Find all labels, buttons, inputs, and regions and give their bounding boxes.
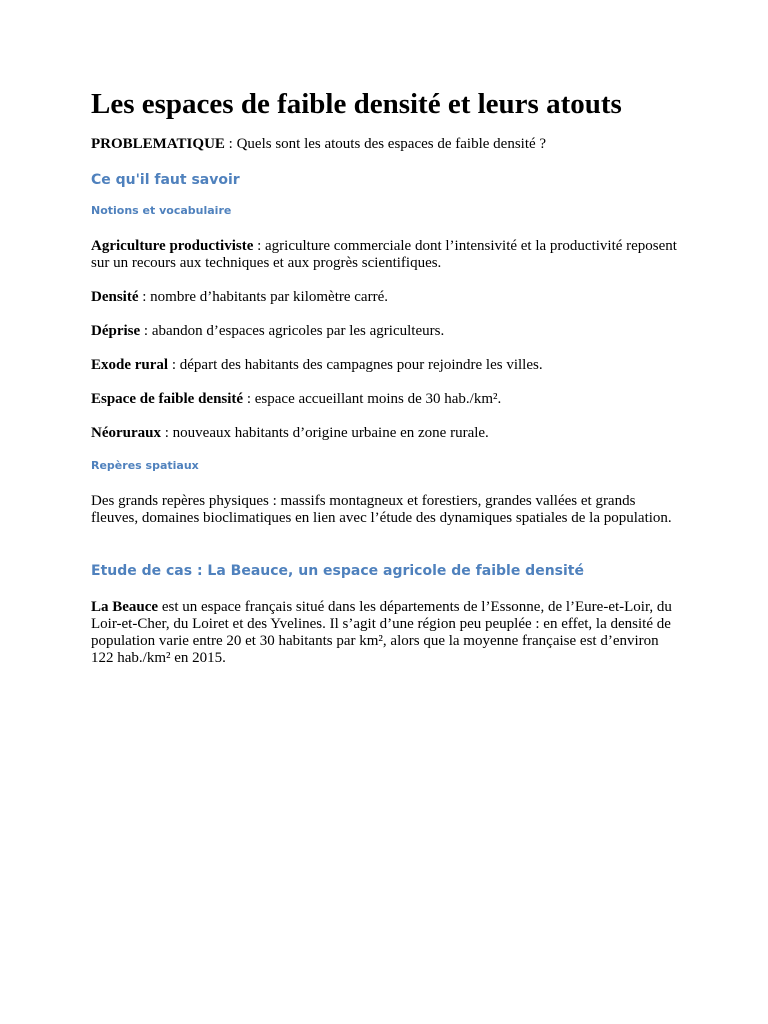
definition-term: Néoruraux: [91, 425, 161, 441]
definition-paragraph: [91, 323, 681, 340]
definition-term: Espace de faible densité: [91, 391, 244, 407]
reperes-paragraph: Des grands repères physiques : massifs montagneux et forestiers, grandes vallées et grands fleuves, domaines bioclimatiques en lien avec l’étude des dynamiques spatiales de la population.: [91, 493, 672, 526]
definition-paragraph: [91, 357, 681, 374]
etude-de-cas-paragraph: [91, 599, 681, 667]
etude-de-cas-text: est un espace français situé dans les départements de l’Essonne, de l’Eure-et-Loir, du Loir-et-Cher, du Loiret et des Yvelines. Il s’agit d’une région peu peuplée : en effet, la densité de population varie entre 20 et 30 habitants par km², alors que la moyenne française est d’environ 122 hab./km² en 2015.: [91, 599, 672, 666]
etude-de-cas-lead-term: La Beauce: [91, 599, 159, 615]
subheading-notions: Notions et vocabulaire: [91, 204, 232, 217]
problematique-paragraph: [91, 136, 681, 153]
definition-paragraph: [91, 391, 681, 408]
definition-term: Déprise: [91, 323, 141, 339]
subheading-reperes: Repères spatiaux: [91, 459, 199, 472]
definition-term: Agriculture productiviste: [91, 238, 254, 254]
definition-paragraph: [91, 425, 681, 442]
definition-term: Densité: [91, 289, 139, 305]
definition-term: Exode rural: [91, 357, 169, 373]
definition-text: : nombre d’habitants par kilomètre carré.: [138, 289, 388, 305]
page-title: Les espaces de faible densité et leurs atouts: [91, 88, 622, 120]
section-heading-etude-de-cas: Etude de cas : La Beauce, un espace agricole de faible densité: [91, 563, 584, 579]
definition-text: : agriculture commerciale dont l’intensivité et la productivité reposent sur un recours aux techniques et aux progrès scientifiques.: [91, 238, 677, 271]
problematique-text: : Quels sont les atouts des espaces de faible densité ?: [224, 136, 547, 152]
section-heading-savoir: Ce qu'il faut savoir: [91, 172, 240, 188]
definition-paragraph: [91, 289, 681, 306]
problematique-label: PROBLEMATIQUE: [91, 136, 225, 152]
definition-paragraph: [91, 238, 681, 272]
definition-text: : abandon d’espaces agricoles par les agriculteurs.: [140, 323, 445, 339]
definition-text: : nouveaux habitants d’origine urbaine en zone rurale.: [161, 425, 489, 441]
definition-text: : départ des habitants des campagnes pour rejoindre les villes.: [168, 357, 543, 373]
definition-text: : espace accueillant moins de 30 hab./km².: [243, 391, 502, 407]
